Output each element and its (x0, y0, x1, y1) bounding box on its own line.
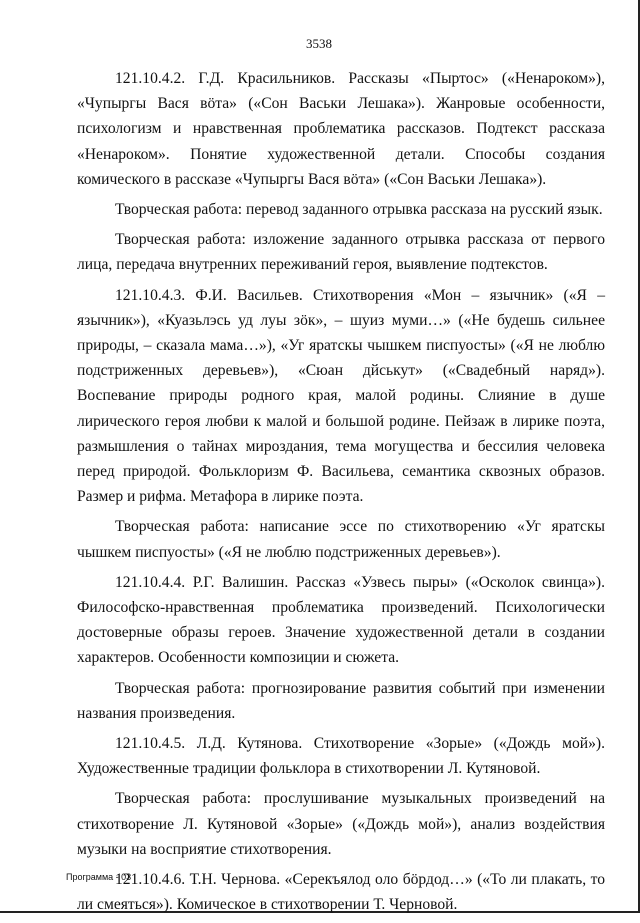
page-number: 3538 (306, 36, 332, 51)
paragraph-vasiliev: 121.10.4.3. Ф.И. Васильев. Стихотворения «Мон – язычник» («Я – язычник»), «Куазьлэсь уд луы зӧк», – шуиз муми…» («Не будешь сильнее природы, – сказала мама…»), «Уг яратскы чышкем писпуосты» («Я не люблю подстриженных деревьев»), «Сюан дйськут» («Свадебный наряд»). Воспевание природы родного края, малой родины. Слияние в душе лирического героя любви к малой и большой родине. Пейзаж в лирике поэта, размышления о тайнах мироздания, тема могущества и бессилия человека перед природой. Фольклоризм Ф. Васильева, семантика сквозных образов. Размер и рифма. Метафора в лирике поэта. (77, 286, 605, 506)
paragraph-task-music: Творческая работа: прослушивание музыкальных произведений на стихотворение Л. Кутяновой «Зорые» («Дождь мой»), анализ воздействия музыки на восприятие стихотворения. (77, 790, 605, 858)
paragraph-valishin: 121.10.4.4. Р.Г. Валишин. Рассказ «Узвесь пыры» («Осколок свинца»). Философско-нравственная проблематика произведений. Психологически достоверные образы героев. Значение художественной детали в создании характеров. Особенности композиции и сюжета. (77, 573, 605, 667)
paragraph-kutyanova: 121.10.4.5. Л.Д. Кутянова. Стихотворение «Зорые» («Дождь мой»). Художественные традиции фольклора в стихотворении Л. Кутяновой. (77, 735, 605, 778)
paragraph-task-forecast: Творческая работа: прогнозирование развития событий при изменении названия произведения. (77, 679, 605, 722)
paragraph-task-retelling: Творческая работа: изложение заданного отрывка рассказа от первого лица, передача внутренних переживаний героя, выявление подтекстов. (77, 231, 605, 274)
document-body (77, 66, 605, 923)
paragraph-task-translation: Творческая работа: перевод заданного отрывка рассказа на русский язык. (115, 201, 603, 219)
footer-label: Программа - 03 (66, 872, 132, 882)
paragraph-krasilnikov: 121.10.4.2. Г.Д. Красильников. Рассказы «Пыртос» («Ненароком»), «Чупыргы Вася вӧта» («Сон Васьки Лешака»). Жанровые особенности, психологизм и нравственная проблематика рассказов. Подтекст рассказа «Ненароком». Понятие художественной детали. Способы создания комического в рассказе «Чупыргы Вася вӧта» («Сон Васьки Лешака»). (77, 70, 605, 188)
paragraph-chernova: 121.10.4.6. Т.Н. Чернова. «Серекъялод оло бӧрдод…» («То ли плакать, то ли смеяться»). Комическое в стихотворении Т. Черновой. (77, 871, 605, 914)
paragraph-task-essay: Творческая работа: написание эссе по стихотворению «Уг яратскы чышкем писпуосты» («Я не люблю подстриженных деревьев»). (77, 518, 605, 561)
